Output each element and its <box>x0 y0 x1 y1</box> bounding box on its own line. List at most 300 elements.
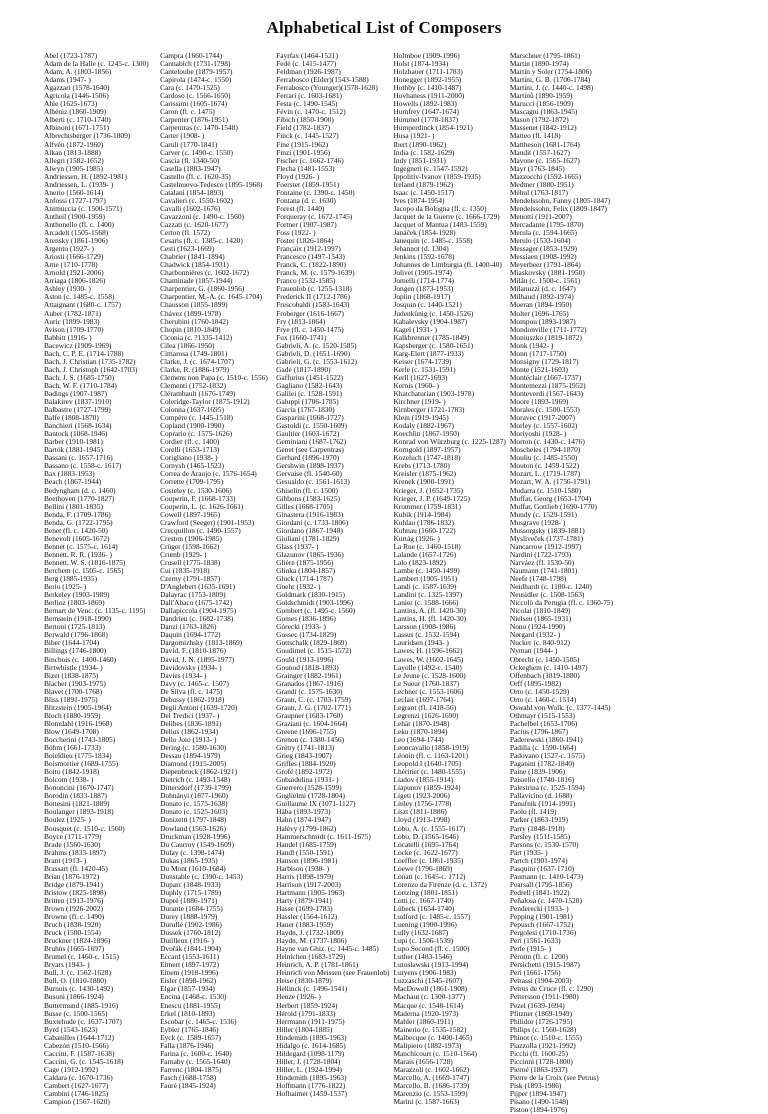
composer-entry: Haydn, J. (1732-1809) <box>276 929 344 938</box>
composer-entry: Britten (1913-1976) <box>44 896 104 905</box>
composer-entry: Carpentras (c. 1470-1548) <box>160 124 238 133</box>
composer-entry: Cesaris (fl. c. 1385-c. 1420) <box>160 237 243 246</box>
composer-entry: Chávez (1899-1978) <box>160 309 222 318</box>
composer-entry: Ferrabosco (Elder)(1543-1588) <box>276 76 369 85</box>
composer-entry: Froberger (1616-1667) <box>276 309 344 318</box>
composer-entry: Pearsall (1795-1856) <box>509 880 573 889</box>
composer-entry: Jacopo da Bologna (fl. c. 1350) <box>393 204 487 213</box>
composer-entry: Duphly (1715-1789) <box>160 888 222 897</box>
composer-entry: Neidhardt (c. 1180-c. 1240) <box>509 583 592 592</box>
composer-entry: Lonati (c. 1645-c. 1712) <box>393 872 466 881</box>
composer-entry: Cui (1835-1918) <box>160 567 210 575</box>
composer-entry: Lalo (1823-1892) <box>393 558 446 567</box>
composer-entry: Ariosti (1666-1729) <box>44 253 104 262</box>
composer-entry: Nucker (c. 840-912) <box>509 639 570 648</box>
composer-entry: Khatchaturian (1903-1978) <box>393 389 475 398</box>
composer-entry: Paisiello (1740-1816) <box>509 776 575 785</box>
composer-entry: Albrechtsberger (1736-1809) <box>44 132 131 141</box>
composer-entry: Milhaud (1892-1974) <box>509 293 574 302</box>
composer-entry: Degli Antoni (1639-1720) <box>160 703 238 712</box>
composer-entry: Elgar (1857-1934) <box>160 985 215 994</box>
composer-entry: Guerrero (1528-1599) <box>276 784 342 793</box>
composer-entry: Marucci (1856-1909) <box>509 100 574 109</box>
composer-entry: Blacher (1903-1975) <box>44 679 106 688</box>
composer-entry: Balfe (1808-1870) <box>44 414 99 423</box>
composer-entry: Caccini, F. (1587-1638) <box>44 1049 115 1058</box>
composer-entry: Bononcini (1670-1747) <box>44 784 114 793</box>
composer-entry: Frederick II (1712-1786) <box>276 293 351 302</box>
composer-entry: Berlioz (1803-1869) <box>44 599 105 608</box>
composer-entry: Foster (1826-1864) <box>276 237 334 246</box>
composer-entry: Enescu (1881-1955) <box>160 1001 221 1010</box>
composer-entry: Benevoli (1605-1672) <box>44 534 110 543</box>
composer-entry: Chadwick (1854-1931) <box>160 261 229 270</box>
composer-entry: Cascia (fl. 1340-50) <box>160 156 220 165</box>
composer-entry: Martin (1890-1974) <box>509 60 569 69</box>
composer-entry: Blow (1649-1708) <box>44 727 99 736</box>
composer-entry: Byrd (1543-1623) <box>44 1025 98 1034</box>
composer-entry: Kozeluch (1747-1818) <box>393 454 461 463</box>
composer-entry: Cannabich (1731-1798) <box>160 60 231 69</box>
composer-entry: Messager (1853-1929) <box>509 245 577 254</box>
composer-entry: Gubaidulina (1931- ) <box>276 776 339 785</box>
composer-entry: Persichetti (1915-1987) <box>509 961 580 970</box>
composer-entry: Larsson (1908-1986) <box>393 623 456 632</box>
composer-entry: Copland (1900-1990) <box>160 422 224 431</box>
composer-entry: Cazzati (c. 1620-1677) <box>160 220 228 229</box>
composer-entry: Peri (1561-1633) <box>509 937 561 946</box>
composer-entry: Albéniz (1860-1909) <box>44 108 107 117</box>
composer-entry: Du Mont (1610-1684) <box>160 864 226 873</box>
composer-entry: Charbonnières (c. 1602-1672) <box>160 269 249 278</box>
composer-entry: Gervaise (fl. 1540-60) <box>276 470 343 479</box>
composer-entry: Finzi (1901-1956) <box>276 148 331 157</box>
composer-entry: Leopold I (1640-1705) <box>393 760 462 769</box>
composer-entry: Lutosławski (1913-1994) <box>393 961 469 970</box>
composer-entry: Hahn (1874-1947) <box>276 816 331 825</box>
composer-entry: Ashley (1930- ) <box>44 285 91 294</box>
composer-entry: Koechlin (1867-1950) <box>393 430 460 439</box>
composer-entry: Lully (1632-1687) <box>393 929 449 938</box>
composer-entry: Barber (1910-1981) <box>44 438 103 447</box>
composer-entry: Gomes (1836-1896) <box>276 615 336 624</box>
composer-entry: Ludford (c. 1485-c. 1557) <box>393 913 471 922</box>
composer-entry: Foerster (1859-1951) <box>276 180 340 189</box>
composer-entry: Fontana (d. c. 1630) <box>276 196 336 205</box>
composer-entry: Lalande (1657-1726) <box>393 550 457 559</box>
composer-entry: Ligeti (1923-2006) <box>393 792 450 801</box>
composer-entry: Dall'Abaco (1675-1742) <box>160 599 233 608</box>
composer-entry: Ippolitiv-Ivanov (1859-1935) <box>393 172 481 181</box>
composer-entry: Leclair (1697-1764) <box>393 695 454 704</box>
composer-entry: Ferrabosco (Younger)(1578-1628) <box>276 84 378 93</box>
composer-entry: Paolo (fl. 1419) <box>509 808 557 817</box>
composer-entry: Mascagni (1863-1945) <box>509 108 578 117</box>
composer-entry: Borodin (1833-1887) <box>44 792 108 801</box>
composer-entry: Holmboe (1909-1996) <box>393 52 460 60</box>
composer-entry: Liapunov (1859-1924) <box>393 784 461 793</box>
composer-entry: Lantins, H. (fl. 1420-30) <box>393 615 467 624</box>
composer-entry: Krommer (1759-1831) <box>393 502 461 511</box>
composer-entry: Jolivet (1905-1974) <box>393 269 452 278</box>
composer-entry: Malbecque (c. 1400-1465) <box>393 1033 473 1042</box>
composer-entry: Ibert (1890-1962) <box>393 140 447 149</box>
composer-entry: Leoncavallo (1858-1919) <box>393 744 469 753</box>
composer-entry: Garcia (1767-1830) <box>276 406 335 415</box>
composer-entry: Meyerbeer (1791-1864) <box>509 261 581 270</box>
composer-entry: Pärt (1935- ) <box>509 848 548 857</box>
composer-entry: Pisk (1893-1986) <box>509 1082 562 1090</box>
composer-entry: Arnold (1921-2006) <box>44 269 104 278</box>
composer-entry: Nørgard (1932- ) <box>509 631 561 640</box>
composer-entry: Luther (1483-1546) <box>393 953 452 962</box>
composer-entry: Bloch (1880-1959) <box>44 711 101 720</box>
composer-entry: Bizet (1838-1875) <box>44 671 99 680</box>
composer-entry: Galilei (c. 1528-1591) <box>276 389 343 398</box>
composer-entry: Couperin, L. (c. 1626-1661) <box>160 502 244 511</box>
composer-entry: Maderna (1920-1973) <box>393 1009 459 1018</box>
composer-entry: Mendelssohn, Felix (1809-1847) <box>509 204 607 213</box>
composer-entry: Anfossi (1727-1797) <box>44 196 106 205</box>
composer-entry: Babbitt (1916- ) <box>44 333 92 342</box>
composer-entry: Glinka (1804-1857) <box>276 567 336 575</box>
composer-entry: Gastoldi (c. 1550-1609) <box>276 422 347 431</box>
composer-entry: Berg (1885-1935) <box>44 575 98 584</box>
composer-entry: Charpentier, M.-A. (c. 1645-1704) <box>160 293 263 302</box>
composer-entry: Mendelssohn, Fanny (1805-1847) <box>509 196 611 205</box>
composer-entry: Martini, J. (c. 1440-c. 1498) <box>509 84 594 93</box>
composer-entry: Frescobaldi (1583-1643) <box>276 301 350 310</box>
composer-entry: Billings (1746-1800) <box>44 647 107 656</box>
composer-entry: Méhul (1763-1817) <box>509 188 568 197</box>
composer-entry: Grenon (c. 1380-1456) <box>276 735 345 744</box>
composer-entry: Bousquet (c. 1510-c. 1560) <box>44 824 125 833</box>
composer-entry: Dowland (1563-1626) <box>160 824 226 833</box>
composer-entry: Caccini, G. (c. 1545-1618) <box>44 1057 124 1066</box>
composer-entry: Adam, A. (1803-1856) <box>44 68 112 77</box>
composer-entry: Lortzing (1801-1851) <box>393 888 458 897</box>
composer-entry: Burnois (c. 1430-1492) <box>44 985 114 994</box>
composer-entry: Bellini (1801-1835) <box>44 502 103 511</box>
composer-entry: Ingegneri (c. 1547-1592) <box>393 164 468 173</box>
composer-entry: Arensky (1861-1906) <box>44 237 108 246</box>
composer-entry: Cardoso (c. 1566-1650) <box>160 92 231 101</box>
composer-entry: Hába (1893-1973) <box>276 808 331 817</box>
composer-entry: Grandi (c. 1575-1630) <box>276 687 343 696</box>
composer-entry: Padovano (1527-c. 1575) <box>509 752 585 761</box>
composer-entry: Feldman (1926-1987) <box>276 68 341 77</box>
composer-entry: Biber (1644-1704) <box>44 639 100 648</box>
composer-entry: Heise (1830-1879) <box>276 977 332 986</box>
composer-entry: Pacius (1796-1867) <box>509 727 568 736</box>
composer-entry: Berwald (1796-1868) <box>44 631 108 640</box>
composer-entry: Fedé (c. 1415-1477) <box>276 60 337 69</box>
composer-entry: Legrenzi (1626-1690) <box>393 711 459 720</box>
composer-entry: Morton (c. 1430-c. 1476) <box>509 438 585 447</box>
composer-entry: Peñalosa (c. 1470-1528) <box>509 896 582 905</box>
composer-entry: Donato (c. 1575-1638) <box>160 800 228 809</box>
composer-entry: Grétry (1741-1813) <box>276 744 335 753</box>
composer-entry: Loeffler (c. 1861-1935) <box>393 856 464 865</box>
composer-entry: Lutyens (1906-1983) <box>393 969 457 978</box>
composer-entry: Pijper (1894-1947) <box>509 1090 567 1099</box>
composer-entry: Cavazzoni (c. 1490-c. 1560) <box>160 212 244 221</box>
composer-entry: Brown (1926-2002) <box>44 904 103 913</box>
composer-entry: Creston (1906-1985) <box>160 534 222 543</box>
composer-entry: Ireland (1879-1962) <box>393 180 454 189</box>
composer-entry: Harty (1879-1941) <box>276 896 332 905</box>
composer-entry: Offenbach (1819-1880) <box>509 671 580 680</box>
composer-entry: Browne (fl. c. 1490) <box>44 913 105 922</box>
composer-entry: Mudarra (c. 1510-1580) <box>509 486 582 495</box>
composer-entry: Piazzolla (1921-1992) <box>509 1041 576 1050</box>
composer-entry: Bull, O. (1810-1880) <box>44 977 107 986</box>
composer-entry: Castelnuovo-Tedesco (1895-1968) <box>160 180 263 189</box>
composer-entry: Kirchner (1919- ) <box>393 398 446 407</box>
composer-entry: Boulanger (1893-1918) <box>44 808 114 817</box>
composer-entry: De Silva (fl. c. 1475) <box>160 687 223 696</box>
composer-entry: Pachelbel (1653-1706) <box>509 719 578 728</box>
composer-entry: Fux (1660-1741) <box>276 333 327 342</box>
composer-entry: Monn (1717-1750) <box>509 349 567 358</box>
composer-entry: Hérold (1791-1833) <box>276 1009 336 1018</box>
composer-entry: Milán (c. 1500-c. 1561) <box>509 277 581 286</box>
composer-entry: Loewe (1796-1869) <box>393 864 453 873</box>
composer-entry: Birtwhistle (1934- ) <box>44 663 103 672</box>
composer-entry: David, F. (1810-1876) <box>160 647 226 656</box>
composer-entry: Chaminade (1857-1944) <box>160 277 233 286</box>
composer-entry: Krenek (1900-1991) <box>393 478 454 487</box>
composer-entry: Hayne van Ghiz. (c. 1445-c. 1485) <box>276 945 379 954</box>
composer-entry: Fontaine (c. 1390-c. 1450) <box>276 188 355 197</box>
composer-entry: Colonna (1637-1695) <box>160 406 224 415</box>
composer-entry: Haydn, M. (1737-1806) <box>276 937 347 946</box>
composer-entry: Mouliu (c. 1485-1550) <box>509 454 578 463</box>
composer-entry: Jomelli (1714-1774) <box>393 277 454 286</box>
composer-entry: Farnaby (c. 1565-1640) <box>160 1057 231 1066</box>
composer-entry: Montéclair (1667-1737) <box>509 373 582 382</box>
composer-entry: Kernis (1960- ) <box>393 381 440 390</box>
composer-entry: Arcadelt (1505-1568) <box>44 229 109 238</box>
composer-entry: Dittersdorf (1739-1799) <box>160 784 232 793</box>
composer-entry: Bottesini (1821-1889) <box>44 800 110 809</box>
composer-entry: Certon (fl. 1572) <box>160 229 210 238</box>
composer-entry: Goldschmidt (1903-1996) <box>276 599 354 608</box>
composer-entry: Del Tredici (1937- ) <box>160 711 220 720</box>
composer-entry: Ciconia (c. ?1335-1412) <box>160 333 233 342</box>
composer-entry: Hindemith (1895-1963) <box>276 1033 347 1042</box>
composer-entry: Petrus de Cruce (fl. c. 1290) <box>509 985 594 994</box>
composer-entry: Nyman (1944- ) <box>509 647 558 656</box>
composer-entry: MacDowell (1861-1908) <box>393 985 468 994</box>
composer-entry: Françaix (1912-1997) <box>276 245 341 254</box>
composer-entry: Guglielmi (1728-1804) <box>276 792 345 801</box>
composer-entry: Benda, G. (1722-1795) <box>44 518 113 527</box>
composer-entry: Herrmann (1911-1975) <box>276 1017 345 1026</box>
composer-entry: Hasse (1699-1783) <box>276 904 333 913</box>
composer-entry: Kuhnau (1660-1722) <box>393 526 456 535</box>
composer-entry: Bruch (1838-1920) <box>44 921 101 930</box>
composer-entry: Mayr (1763-1845) <box>509 164 565 173</box>
composer-entry: Albinoni (1671-1751) <box>44 124 110 133</box>
composer-entry: Hartmann (1905-1963) <box>276 888 345 897</box>
composer-entry: Merula (c. 1594-1665) <box>509 229 577 238</box>
composer-entry: Farrenc (1804-1875) <box>160 1065 222 1074</box>
composer-entry: Lobo, D. (1565-1646) <box>393 832 459 841</box>
composer-entry: David, J. N. (1895-1977) <box>160 655 235 664</box>
composer-entry: Locke (c. 1622-1677) <box>393 848 458 857</box>
composer-entry: Handl (1550-1591) <box>276 848 333 857</box>
composer-entry: India (c. 1582-1629) <box>393 148 455 157</box>
composer-entry: Klein (1919-1945) <box>393 414 449 423</box>
composer-entry: Hofhaimer (1459-1537) <box>276 1090 347 1099</box>
composer-entry: Pierné (1863-1937) <box>509 1065 568 1074</box>
composer-entry: Howells (1892-1983) <box>393 100 457 109</box>
composer-entry: Debussy (1862-1918) <box>160 695 225 704</box>
composer-entry: Orff (1895-1982) <box>509 679 562 688</box>
composer-entry: Coprario (c. 1575-1626) <box>160 430 233 439</box>
composer-entry: Bach, J. Christian (1735-1782) <box>44 357 136 366</box>
composer-entry: Bennett, W. S. (1816-1875) <box>44 558 126 567</box>
composer-column <box>276 52 389 1114</box>
composer-entry: Duparc (1848-1933) <box>160 880 221 889</box>
composer-entry: Humperdinck (1854-1921) <box>393 124 473 133</box>
composer-entry: Messiaen (1908-1992) <box>509 253 577 262</box>
composer-entry: Brahms (1833-1897) <box>44 848 106 857</box>
composer-entry: Andriessen, H. (1892-1981) <box>44 172 127 181</box>
composer-entry: Dello Joio (1913- ) <box>160 735 217 744</box>
composer-entry: Konrad von Würzburg (c. 1225-1287) <box>393 438 506 447</box>
composer-entry: Beach (1867-1944) <box>44 478 102 487</box>
composer-entry: Muffat, Gottlieb (1690-1770) <box>509 502 597 511</box>
composer-entry: Partch (1901-1974) <box>509 856 568 865</box>
composer-entry: Monte (1521-1603) <box>509 365 568 374</box>
composer-entry: Gabrieli, G. (c. 1553-1612) <box>276 357 358 366</box>
composer-entry: Gibbons (1583-1625) <box>276 494 340 503</box>
composer-entry: Galuppi (1706-1785) <box>276 398 339 407</box>
composer-entry: Petrassi (1904-2003) <box>509 977 572 986</box>
composer-entry: Bliss (1891-1975) <box>44 695 98 704</box>
composer-entry: Gabrieli, A. (c. 1520-1585) <box>276 341 357 350</box>
composer-entry: Marini (c. 1587-1663) <box>393 1098 460 1107</box>
composer-entry: Hummel (1778-1837) <box>393 116 459 125</box>
composer-entry: Paine (1839-1906) <box>509 768 566 777</box>
composer-entry: Avison (1709-1770) <box>44 325 104 334</box>
composer-entry: Mercadante (1795-1870) <box>509 220 584 229</box>
composer-entry: Hiller, L. (1924-1994) <box>276 1065 342 1074</box>
composer-entry: Hiller, J. (1728-1804) <box>276 1057 341 1066</box>
composer-entry: Du Caurroy (1549-1609) <box>160 840 234 849</box>
composer-entry: Encina (1468-c. 1530) <box>160 993 227 1002</box>
composer-entry: Franco (1532-1585) <box>276 277 336 286</box>
composer-entry: Dussek (1760-1812) <box>160 929 221 938</box>
composer-entry: Le Sueur (1760-1837) <box>393 679 460 688</box>
composer-entry: Agazzari (1578-1640) <box>44 84 110 93</box>
composer-column <box>510 52 622 1114</box>
composer-entry: Gluck (1714-1787) <box>276 575 333 584</box>
composer-entry: Bedyngham (d. c. 1460) <box>44 486 116 495</box>
composer-entry: Monteverdi (1567-1643) <box>509 389 584 398</box>
composer-entry: Mattheson (1681-1764) <box>509 140 580 149</box>
composer-entry: Balakirev (1837-1910) <box>44 398 112 407</box>
composer-entry: Mussorgsky (1839-1881) <box>509 526 585 535</box>
composer-entry: Pepping (1901-1981) <box>509 913 573 922</box>
composer-entry: Bach, J. Christoph (1642-1703) <box>44 365 138 374</box>
composer-entry: Böhm (1661-1733) <box>44 744 101 753</box>
composer-entry: Brant (1913- ) <box>44 856 87 865</box>
composer-column <box>44 52 156 1114</box>
composer-entry: Judenkünig (c. 1450-1526) <box>393 309 474 318</box>
composer-entry: Goudimel (c. 1515-1572) <box>276 647 352 656</box>
composer-entry: Finck (c. 1445-1527) <box>276 132 339 141</box>
composer-entry: Clérambault (1676-1749) <box>160 389 236 398</box>
composer-entry: Bassani (c. 1657-1716) <box>44 454 113 463</box>
composer-entry: Benda, F. (1709-1786) <box>44 510 111 519</box>
composer-entry: Honegger (1892-1955) <box>393 76 462 85</box>
composer-entry: Landi (c. 1587-1639) <box>393 583 457 592</box>
composer-entry: Clemens non Papa (c. 1510-c. 1556) <box>160 373 268 382</box>
composer-entry: Dunstable (c. 1390-c. 1453) <box>160 872 243 881</box>
composer-entry: Boieldieu (1775-1834) <box>44 752 112 761</box>
composer-entry: Hammerschmidt (c. 1611-1675) <box>276 832 371 841</box>
composer-entry: Muffat, Georg (1653-1704) <box>509 494 592 503</box>
composer-entry: Fayrfax (1464-1521) <box>276 52 338 60</box>
composer-entry: Pergolesi (1710-1736) <box>509 929 577 938</box>
composer-entry: Le Jeune (c. 1528-1600) <box>393 671 466 680</box>
composer-entry: Bacewicz (1909-1969) <box>44 341 112 350</box>
composer-entry: Pfitzner (1869-1949) <box>509 1009 573 1018</box>
composer-entry: Bax (1883-1953) <box>44 470 95 479</box>
composer-entry: Boccherini (1743-1805) <box>44 735 116 744</box>
composer-entry: Jongen (1873-1953) <box>393 285 454 294</box>
composer-entry: Cabezón (1510-1566) <box>44 1041 109 1050</box>
composer-entry: Fasch (1688-1758) <box>160 1073 217 1082</box>
composer-entry: Glazunov (1865-1936) <box>276 550 344 559</box>
composer-entry: Gaffurius (1451-1522) <box>276 373 344 382</box>
composer-entry: Ockeghem (c. 1410-1497) <box>509 663 588 672</box>
composer-entry: Boismortier (1689-1755) <box>44 760 119 769</box>
composer-entry: Andriessen, L. (1939- ) <box>44 180 114 189</box>
composer-entry: Korngold (1897-1957) <box>393 446 461 455</box>
composer-entry: Bennett, R. R. (1936- ) <box>44 550 112 559</box>
composer-entry: Moriyoshi (1928- ) <box>509 430 567 439</box>
composer-entry: Flecha (1481-1553) <box>276 164 335 173</box>
composer-entry: Hildegard (1098-1179) <box>276 1049 345 1058</box>
composer-entry: Harbison (1938- ) <box>276 864 330 873</box>
composer-entry: Févin (c. 1470-c. 1512) <box>276 108 346 117</box>
composer-entry: Jacquet of Mantua (1483-1559) <box>393 220 487 229</box>
composer-entry: Marazzoli (c. 1602-1662) <box>393 1065 470 1074</box>
composer-entry: Eybler (1765-1846) <box>160 1025 219 1034</box>
composer-entry: Morley (c. 1557-1602) <box>509 422 578 431</box>
composer-entry: Granados (1867-1916) <box>276 679 344 688</box>
composer-entry: Moeran (1894-1950) <box>509 301 572 310</box>
composer-entry: Lupi (c. 1506-1539) <box>393 937 454 946</box>
composer-entry: Gaultier (1603-1672) <box>276 430 340 439</box>
composer-entry: Harrison (1917-2003) <box>276 880 341 889</box>
composer-entry: Caldara (c. 1670-1736) <box>44 1073 113 1082</box>
composer-entry: Linley (1756-1778) <box>393 800 452 809</box>
composer-entry: Nancarrow (1912-1997) <box>509 542 582 551</box>
composer-entry: Benet (fl. c. 1420-50) <box>44 526 108 535</box>
composer-entry: Beethoven (1770-1827) <box>44 494 115 503</box>
composer-entry: Binchois (c. 1400-1460) <box>44 655 117 664</box>
composer-entry: Oswald von Wolk. (c. 1377-1445) <box>509 703 611 712</box>
composer-entry: Neefe (1748-1798) <box>509 575 567 584</box>
composer-entry: Panufnik (1914-1991) <box>509 800 576 809</box>
composer-entry: Cambini (1746-1825) <box>44 1090 109 1099</box>
composer-entry: Moore (1893-1969) <box>509 398 569 407</box>
